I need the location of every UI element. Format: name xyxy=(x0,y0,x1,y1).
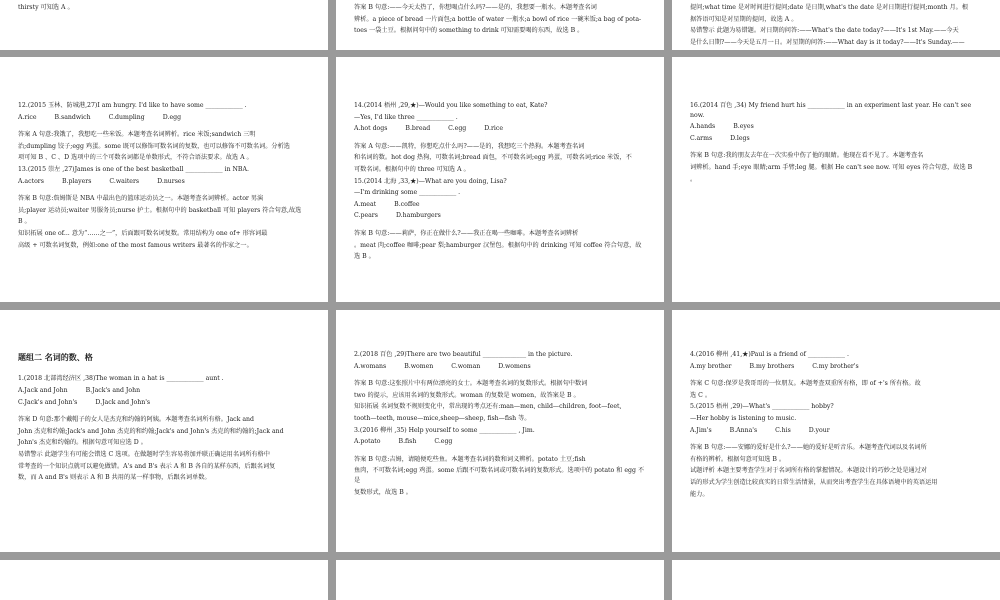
option-c: C.arms xyxy=(690,134,713,142)
answer-line: 试题评析 本题主要考查学生对于名词所有格的掌握情况。本题设计的巧妙之处是通过对 xyxy=(690,467,928,475)
slide-2 xyxy=(336,0,664,50)
option-a: A.rice xyxy=(18,113,37,121)
options-16b xyxy=(690,134,986,144)
text-line: 易错警示 此题为易错题。对日期的问答:——What's the date today?——It's 1st May.——今天 xyxy=(690,27,959,35)
answer-line: 鱼肉，不可数名词;egg 鸡蛋。some 后跟不可数名词或可数名词的复数形式。选项中的 potato 和 egg 不是 xyxy=(354,467,645,485)
option-d: D.womens xyxy=(498,362,531,370)
answer-line: 答案 B 句意:这张照片中有两位漂亮的女士。本题考查名词的复数形式。根据句中数词 xyxy=(354,380,588,388)
option-b: B.eyes xyxy=(733,123,754,131)
question-5: 5.(2015 梧州 ,29)—What's ____________ hobby? xyxy=(690,403,834,411)
answer-line: 词辨析。hand 手;eye 眼睛;arm 手臂;leg 腿。根据 He can't see now. 可知 eyes 符合句意，故选 B xyxy=(690,164,973,172)
option-d: D.hamburgers xyxy=(395,212,441,220)
answer-line: two 的提示，应该用名词的复数形式。woman 的复数是 women，故答案是 B 。 xyxy=(354,391,580,399)
answer-line: 能力。 xyxy=(690,490,709,498)
answer-line: 员;player 运动员;waiter 男服务员;nurse 护士。根据句中的 basketball 可知 players 符合句意,故选 xyxy=(18,206,302,214)
answer-line: 答案 A 句意:——凯特，你想吃点什么吗?——是的，我想吃三个热狗。本题考查名词 xyxy=(354,142,585,150)
question-1: 1.(2018 北部湾经济区 ,38)The woman in a hat is ____________ aunt . xyxy=(18,375,224,383)
question-15-reply: —I'm drinking some ____________ . xyxy=(354,189,461,197)
question-15: 15.(2014 北海 ,33,★)—What are you doing, Lisa? xyxy=(354,177,507,185)
answer-line: 复数形式，故选 B 。 xyxy=(354,488,412,496)
text-line: 据答语可知是对星期的提问，故选 A 。 xyxy=(690,15,798,23)
options-1b xyxy=(18,398,314,408)
text-line: thirsty 可知选 A 。 xyxy=(18,4,74,11)
option-a: A.my brother xyxy=(690,362,732,370)
options-5 xyxy=(690,426,986,436)
answer-line: B 。 xyxy=(18,218,31,226)
slide-5 xyxy=(336,57,664,302)
answer-line: 高级 + 可数名词复数，例如:one of the most famous writers 最著名的作家之一。 xyxy=(18,241,253,249)
option-a: A.actors xyxy=(18,177,44,185)
question-16: 16.(2014 百色 ,34) My friend hurt his ____________ in an experiment last year. He can't see now. xyxy=(690,102,972,119)
slide-4 xyxy=(0,57,328,302)
slide-11 xyxy=(336,560,664,600)
answer-line: 治;dumpling 饺子;egg 鸡蛋。some 既可以修饰可数名词的复数，也可以修饰不可数名词。分析选 xyxy=(18,142,290,150)
options-15a xyxy=(354,200,650,210)
slide-9 xyxy=(672,310,1000,552)
slide-10 xyxy=(0,560,328,600)
option-b: B.women xyxy=(404,362,434,370)
option-d: D.Jack and John's xyxy=(95,398,151,406)
answer-line: 答案 C 句意:保罗是我哥哥的一位朋友。本题考查双重所有格，即 of +'s 所有格。故 xyxy=(690,380,921,388)
answer-line: tooth—teeth, mouse—mice,sheep—sheep, fish—fish 等。 xyxy=(354,415,531,423)
option-c: C.pears xyxy=(354,212,378,220)
answer-line: 有格的辨析。根据句意可知选 B 。 xyxy=(690,455,786,463)
option-a: A.Jim's xyxy=(690,426,712,434)
option-a: A.potato xyxy=(354,438,381,446)
option-a: A.womans xyxy=(354,362,387,370)
answer-line: 数，而 A and B's 则表示 A 和 B 共用的某一样事物，后跟名词单数。 xyxy=(18,474,211,482)
answer-line: 和名词的数。hot dog 热狗，可数名词;bread 面包，不可数名词;egg 鸡蛋，可数名词;rice 米饭，不 xyxy=(354,154,632,162)
answer-line: 答案 B 句意:詹姆斯是 NBA 中最出色的篮球运动员之一。本题考查名词辨析。actor 男演 xyxy=(18,195,264,203)
options-16a xyxy=(690,122,986,132)
option-d: D.nurses xyxy=(157,177,185,185)
options-1a xyxy=(18,386,314,396)
answer-line: 答案 A 句意:我饿了，我想吃一些米饭。本题考查名词辨析。rice 米饭;sandwich 三明 xyxy=(18,131,256,139)
answer-line: 项可知 B 、C 、D 选项中的三个可数名词都是单数形式，不符合语法要求。故选 A 。 xyxy=(18,154,253,162)
option-b: B.coffee xyxy=(394,200,420,208)
options-3 xyxy=(354,437,650,447)
answer-line: 可数名词。根据句中的 three 可知选 A 。 xyxy=(354,166,470,174)
text-line: 提问;what time 是对时间进行提问;date 是日期,what's the date 是对日期进行提问;month 月。根 xyxy=(690,4,969,11)
answer-line: 答案 D 句意:那个戴帽子的女人是杰克和约翰的阿姨。本题考查名词所有格。Jack and xyxy=(18,416,254,424)
option-b: B.sandwich xyxy=(54,113,91,121)
answer-line: 选 C 。 xyxy=(690,391,712,399)
option-b: B.my brothers xyxy=(749,362,795,370)
option-a: A.hands xyxy=(690,123,716,131)
options-14 xyxy=(354,124,650,134)
answer-line: 常考查的一个知识点就可以避免做错。A's and B's 表示 A 和 B 各自的某样东西，后跟名词复 xyxy=(18,462,276,470)
question-13: 13.(2015 崇左 ,27)James is one of the best basketball ____________ in NBA. xyxy=(18,166,249,174)
question-2: 2.(2018 百色 ,29)There are two beautiful ______________ in the picture. xyxy=(354,351,573,358)
slide-12 xyxy=(672,560,1000,600)
option-b: B.Anna's xyxy=(729,426,758,434)
answer-line: 易错警示 此题学生有可能会错选 C 选项。在做题时学生容易将加并联正确运用名词所有格中 xyxy=(18,451,270,459)
option-c: C.woman xyxy=(451,362,481,370)
option-c: C.Jack's and John's xyxy=(18,398,78,406)
options-15b xyxy=(354,211,650,221)
answer-line: 选 B 。 xyxy=(354,253,375,261)
answer-line: 话的形式为学生创造比较真实的日常生活情景，从而突出考查学生在具体语境中的英语运用 xyxy=(690,479,938,487)
answer-line: John 杰克和约翰;Jack's and John 杰克的和约翰;Jack's and John's 杰克的和约翰的;Jack and xyxy=(18,427,284,435)
answer-line: 知识拓展 one of... 意为“……之一”，后面跟可数名词复数。常用结构为 one of+ 形容词最 xyxy=(18,230,268,238)
slide-7 xyxy=(0,310,328,552)
option-b: B.Jack's and John xyxy=(85,387,141,394)
option-a: A.meat xyxy=(354,200,377,208)
option-c: C.waiters xyxy=(109,177,140,185)
answer-line: 答案 B 句意:——安娜的爱好是什么?——她的爱好是听音乐。本题考查代词以及名词所 xyxy=(690,444,927,452)
options-13 xyxy=(18,177,314,187)
answer-line: 答案 B 句意:我的朋友去年在一次实验中伤了他的眼睛。他现在看不见了。本题考查名 xyxy=(690,152,924,160)
option-d: D.rice xyxy=(484,125,504,133)
slide-1 xyxy=(0,0,328,50)
question-3: 3.(2016 柳州 ,35) Help yourself to some ____________ , Jim. xyxy=(354,426,535,434)
answer-line: 。 xyxy=(690,175,697,183)
options-4 xyxy=(690,362,986,372)
answer-line: John's 杰克和约翰的。根据句意可知应选 D 。 xyxy=(18,439,147,447)
slide-8 xyxy=(336,310,664,552)
text-line: 是什么日期?——今天是五月一日。对星期的问答:——What day is it today?——It's Sunday.—— xyxy=(690,38,965,46)
text-line: toes 一袋土豆。根据问句中的 something to drink 可知需要喝的东西，故选 B 。 xyxy=(354,27,584,35)
option-a: A.Jack and John xyxy=(18,387,68,394)
option-b: B.bread xyxy=(405,125,431,133)
text-line: 辨析。a piece of bread 一片面包;a bottle of water 一瓶水;a bowl of rice 一碗米饭;a bag of pota- xyxy=(354,15,642,23)
question-12: 12.(2015 玉林、防城港,27)I am hungry. I'd like to have some ____________ . xyxy=(18,102,247,109)
question-5-reply: —Her hobby is listening to music. xyxy=(690,415,797,423)
option-c: C.dumpling xyxy=(108,113,145,121)
option-c: C.egg xyxy=(434,438,453,446)
text-line: 答案 B 句意:——今天太热了，你想喝点什么吗?——是的，我想要一瓶水。本题考查名词 xyxy=(354,4,597,11)
answer-line: 答案 B 句意:吉姆，请随便吃些鱼。本题考查名词的数和词义辨析。potato 土豆;fish xyxy=(354,455,586,463)
option-c: C.his xyxy=(775,426,791,434)
question-4: 4.(2016 柳州 ,41,★)Paul is a friend of ____________ . xyxy=(690,351,849,358)
option-d: D.egg xyxy=(162,113,182,121)
option-d: D.your xyxy=(808,426,830,434)
slide-6 xyxy=(672,57,1000,302)
answer-line: 。meat 肉;coffee 咖啡;pear 梨;hamburger 汉堡包。根据句中的 drinking 可知 coffee 符合句意，故 xyxy=(354,241,642,249)
option-a: A.hot dogs xyxy=(354,125,388,133)
option-b: B.players xyxy=(61,177,92,185)
answer-line: 答案 B 句意:——莉萨，你正在做什么?——我正在喝一些咖啡。本题考查名词辨析 xyxy=(354,230,579,238)
option-d: D.legs xyxy=(730,134,750,142)
options-2 xyxy=(354,362,650,372)
options-12 xyxy=(18,113,314,123)
question-14-reply: —Yes, I'd like three ____________ . xyxy=(354,113,458,121)
option-c: C.my brother's xyxy=(812,362,859,370)
answer-line: 知识拓展 名词复数不规则变化中，常出现的考点还有:man—men, child—children, foot—feet, xyxy=(354,403,622,411)
slide-3 xyxy=(672,0,1000,50)
section-heading: 题组二 名词的数、格 xyxy=(18,353,93,362)
option-c: C.egg xyxy=(448,125,467,133)
question-14: 14.(2014 梧州 ,29,★)—Would you like something to eat, Kate? xyxy=(354,102,548,109)
option-b: B.fish xyxy=(398,438,417,446)
